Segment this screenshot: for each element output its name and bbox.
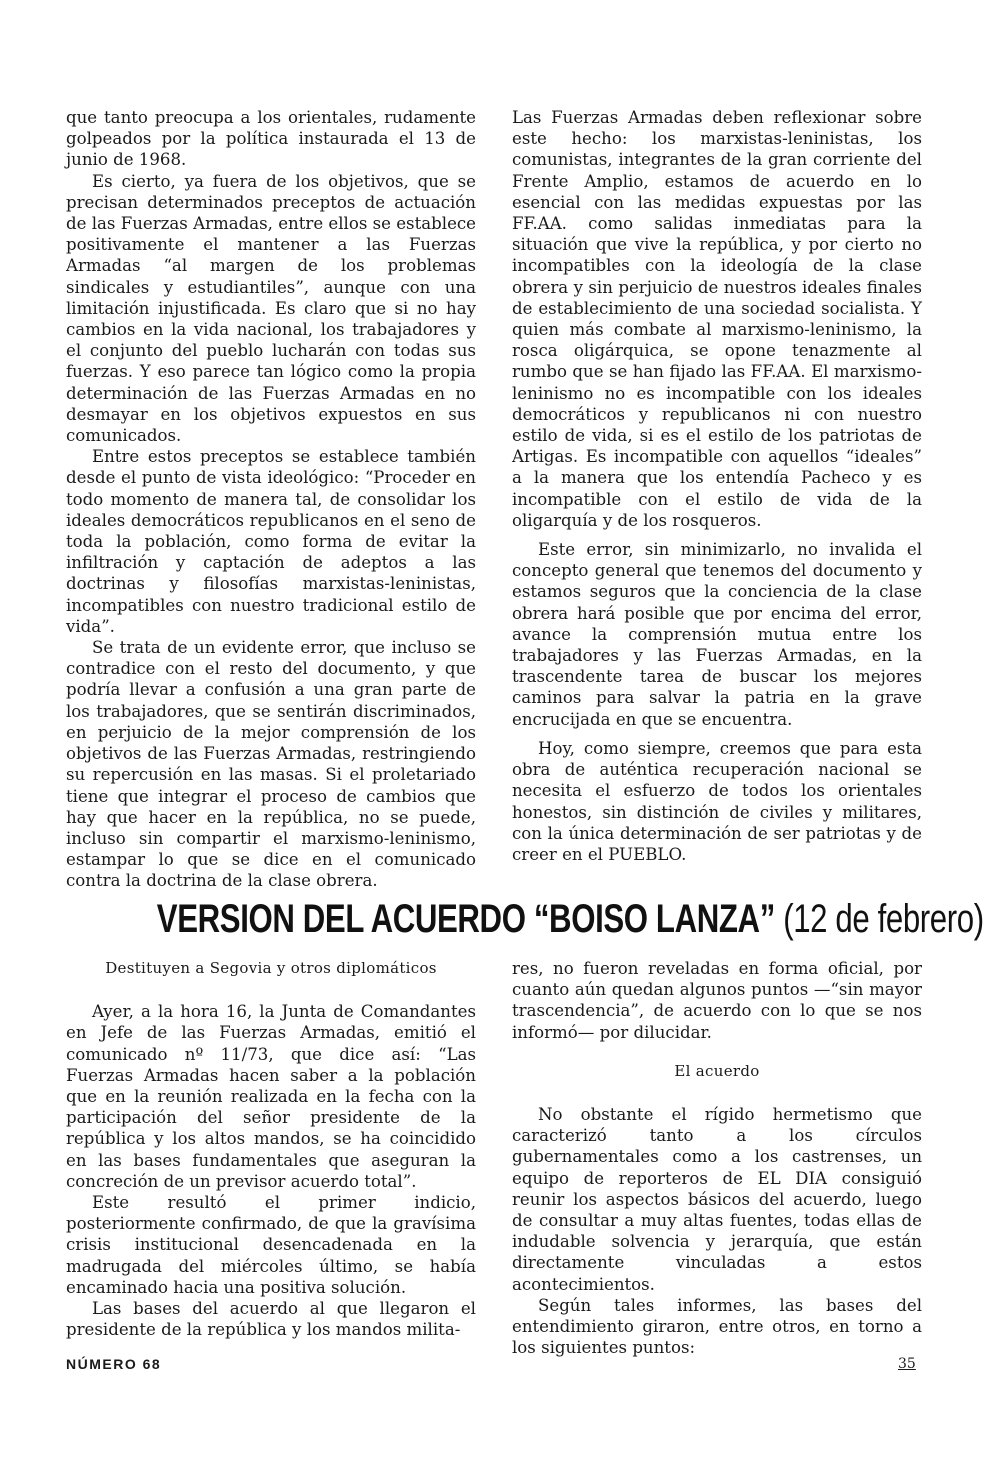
paragraph: Se trata de un evidente error, que incluso se contradice con el resto del documento, y que podría llevar a confusión a una gran parte de los trabajadores, que se sentirán discriminados, en perjuicio de la mejor comprensión de los objetivos de las Fuerzas Armadas, restringiendo su repercusión en las masas. Si el proletariado tiene que integrar el proceso de cambios que hay que hacer en la república, no se puede, incluso sin compartir el marxismo-leninismo, estampar lo que se dice en el comunicado contra la doctrina de la clase obrera. — [66, 638, 476, 891]
top-left-column — [66, 107, 476, 892]
top-right-column — [512, 107, 922, 865]
paragraph: que tanto preocupa a los orientales, rudamente golpeados por la política instaurada el 13 de junio de 1968. — [66, 108, 476, 170]
paragraph: Este resultó el primer indicio, posteriormente confirmado, de que la gravísima crisis institucional desencadenada en la madrugada del miércoles último, se había encaminado hacia una positiva solución. — [66, 1193, 476, 1297]
headline-main: VERSION DEL ACUERDO “BOISO LANZA” — [156, 897, 775, 941]
paragraph: res, no fueron reveladas en forma oficial, por cuanto aún quedan algunos puntos —“sin mayor trascendencia”, de acuerdo con lo que se nos informó— por dilucidar. — [512, 959, 922, 1042]
headline-date: (12 de febrero) — [783, 897, 984, 941]
paragraph: Hoy, como siempre, creemos que para esta obra de auténtica recuperación nacional se necesita el esfuerzo de todos los orientales honestos, sin distinción de civiles y militares, con la única determinación de ser patriotas y de creer en el PUEBLO. — [512, 738, 922, 864]
section-subhead: El acuerdo — [674, 1061, 760, 1080]
page-number: 35 — [898, 1356, 916, 1372]
issue-number: NÚMERO 68 — [66, 1356, 162, 1372]
paragraph: Entre estos preceptos se establece también desde el punto de vista ideológico: “Proceder en todo momento de manera tal, de consolidar los ideales democráticos republicanos en el seno de toda la población, como forma de evitar la infiltración y captación de adeptos a las doctrinas y filosofías marxistas-leninistas, incompatibles con nuestro tradicional estilo de vida”. — [66, 447, 476, 636]
bottom-left-column — [66, 958, 476, 1340]
paragraph: Según tales informes, las bases del entendimiento giraron, entre otros, en torno a los siguientes puntos: — [512, 1295, 922, 1358]
paragraph: Es cierto, ya fuera de los objetivos, que se precisan determinados preceptos de actuación de las Fuerzas Armadas, entre ellos se establece positivamente el mantener a las Fuerzas Armadas “al margen de los problemas sindicales y estudiantiles”, aunque con una limitación injustificada. Es claro que si no hay cambios en la vida nacional, los trabajadores y el conjunto del pueblo lucharán con todas sus fuerzas. Y eso parece tan lógico como la propia determinación de las Fuerzas Armadas en no desmayar en los objetivos expuestos en sus comunicados. — [66, 171, 476, 446]
bottom-right-column — [512, 958, 922, 1358]
section-subhead: Destituyen a Segovia y otros diplomáticos — [105, 959, 437, 977]
paragraph: Este error, sin minimizarlo, no invalida el concepto general que tenemos del documento y estamos seguros que la conciencia de la clase obrera hará posible que por encima del error, avance la comprensión mutua entre los trabajadores y las Fuerzas Armadas, en la trascendente tarea de buscar los mejores caminos para salvar la patria en la grave encrucijada en que se encuentra. — [512, 540, 922, 729]
article-headline — [156, 893, 984, 945]
paragraph: Ayer, a la hora 16, la Junta de Comandantes en Jefe de las Fuerzas Armadas, emitió el comunicado nº 11/73, que dice así: “Las Fuerzas Armadas hacen saber a la población que en la reunión realizada en la fecha con la participación del señor presidente de la república y los altos mandos, se ha coincidido en las bases fundamentales que aseguran la concreción de un previsor acuerdo total”. — [66, 1002, 476, 1191]
paragraph: Las bases del acuerdo al que llegaron el presidente de la república y los mandos milita- — [66, 1299, 476, 1340]
paragraph: No obstante el rígido hermetismo que caracterizó tanto a los círculos gubernamentales como a los castrenses, un equipo de reporteros de EL DIA consiguió reunir los aspectos básicos del acuerdo, luego de consultar a muy altas fuentes, todas ellas de indudable solvencia y jerarquía, que están directamente vinculadas a estos acontecimientos. — [512, 1105, 922, 1294]
paragraph: Las Fuerzas Armadas deben reflexionar sobre este hecho: los marxistas-leninistas, los comunistas, integrantes de la gran corriente del Frente Amplio, estamos de acuerdo en lo esencial con las medidas expuestas por las FF.AA. como salidas inmediatas para la situación que vive la república, y por cierto no incompatibles con la ideología de la clase obrera y sin perjuicio de nuestros ideales finales de establecimiento de una sociedad socialista. Y quien más combate al marxismo-leninismo, la rosca oligárquica, se opone tenazmente al rumbo que se han fijado las FF.AA. El marxismo-leninismo no es incompatible con los ideales democráticos y republicanos ni con nuestro estilo de vida, si es el estilo de los patriotas de Artigas. Es incompatible con aquellos “ideales” a la manera que los entendía Pacheco y es incompatible con el estilo de vida de la oligarquía y de los rosqueros. — [512, 108, 922, 530]
